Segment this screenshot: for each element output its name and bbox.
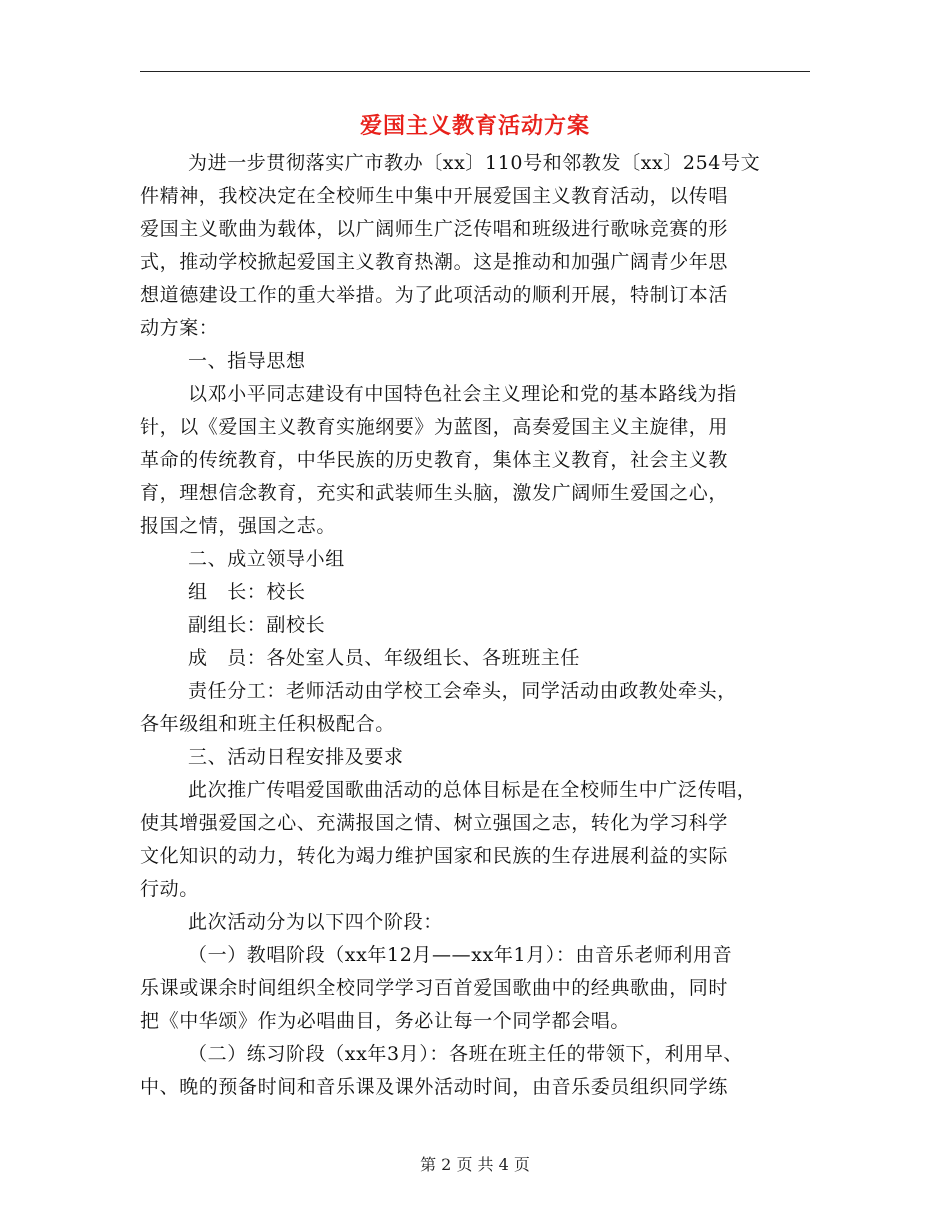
role-line: 副组长：副校长 xyxy=(188,614,326,636)
paragraph-line: 此次推广传唱爱国歌曲活动的总体目标是在全校师生中广泛传唱， xyxy=(188,779,757,801)
section-heading: 三、活动日程安排及要求 xyxy=(188,746,404,768)
paragraph-line: 使其增强爱国之心、充满报国之情、树立强国之志，转化为学习科学 xyxy=(140,812,729,834)
paragraph-line: 中、晚的预备时间和音乐课及课外活动时间，由音乐委员组织同学练 xyxy=(140,1076,729,1098)
section-heading: 二、成立领导小组 xyxy=(188,548,345,570)
role-line: 组 长：校长 xyxy=(188,581,306,603)
paragraph-line: 动方案： xyxy=(140,317,219,339)
paragraph-line: 乐课或课余时间组织全校同学学习百首爱国歌曲中的经典歌曲，同时 xyxy=(140,977,729,999)
paragraph-line: 革命的传统教育，中华民族的历史教育，集体主义教育，社会主义教 xyxy=(140,449,729,471)
document-title: 爱国主义教育活动方案 xyxy=(359,113,590,139)
paragraph-line: 各年级组和班主任积极配合。 xyxy=(140,713,395,735)
paragraph-line: 把《中华颂》作为必唱曲目，务必让每一个同学都会唱。 xyxy=(140,1010,631,1032)
paragraph-line: 文化知识的动力，转化为竭力维护国家和民族的生存进展利益的实际 xyxy=(140,845,729,867)
header-rule xyxy=(140,71,810,72)
paragraph-line: 育，理想信念教育，充实和武装师生头脑，激发广阔师生爱国之心， xyxy=(140,482,729,504)
paragraph-line: 此次活动分为以下四个阶段： xyxy=(188,911,443,933)
paragraph-line: 件精神，我校决定在全校师生中集中开展爱国主义教育活动，以传唱 xyxy=(140,185,729,207)
paragraph-line: 报国之情，强国之志。 xyxy=(140,515,337,537)
paragraph-line: 为进一步贯彻落实广市教办〔xx〕110号和邻教发〔xx〕254号文 xyxy=(188,152,761,174)
paragraph-line: （一）教唱阶段（xx年12月——xx年1月）：由音乐老师利用音 xyxy=(188,944,733,966)
paragraph-line: 式，推动学校掀起爱国主义教育热潮。这是推动和加强广阔青少年思 xyxy=(140,251,729,273)
paragraph-line: 责任分工：老师活动由学校工会牵头，同学活动由政教处牵头， xyxy=(188,680,737,702)
paragraph-line: 针，以《爱国主义教育实施纲要》为蓝图，高奏爱国主义主旋律，用 xyxy=(140,416,729,438)
role-line: 成 员：各处室人员、年级组长、各班班主任 xyxy=(188,647,581,669)
paragraph-line: 以邓小平同志建设有中国特色社会主义理论和党的基本路线为指 xyxy=(188,383,737,405)
paragraph-line: 想道德建设工作的重大举措。为了此项活动的顺利开展，特制订本活 xyxy=(140,284,729,306)
paragraph-line: 爱国主义歌曲为载体，以广阔师生广泛传唱和班级进行歌咏竞赛的形 xyxy=(140,218,729,240)
page-number: 第 2 页 共 4 页 xyxy=(420,1155,530,1174)
section-heading: 一、指导思想 xyxy=(188,350,306,372)
paragraph-line: （二）练习阶段（xx年3月）：各班在班主任的带领下，利用早、 xyxy=(188,1043,744,1065)
paragraph-line: 行动。 xyxy=(140,878,199,900)
